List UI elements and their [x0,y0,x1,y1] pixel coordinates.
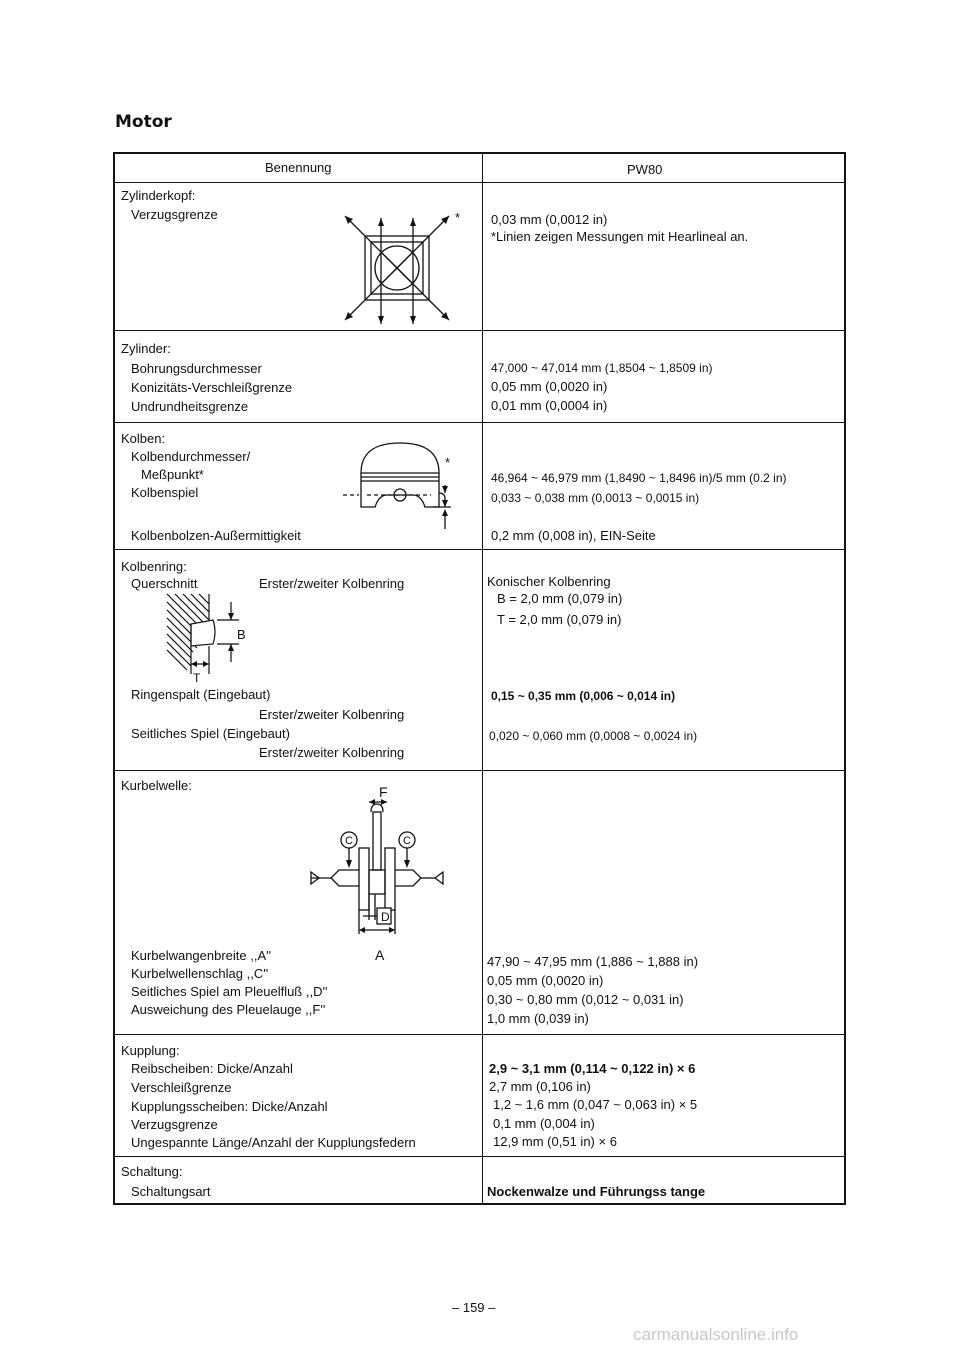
page-title: Motor [115,112,172,132]
zylinder-heading: Zylinder: [121,341,171,356]
row-divider [115,770,844,771]
kolben-item: Kolbenbolzen-Außermittigkeit [131,528,301,543]
spec-table [113,152,846,1205]
kolben-value: 0,2 mm (0,008 in), EIN-Seite [491,528,656,543]
kolben-item: Meßpunkt* [141,467,204,482]
kolbenring-seitliches-sub: Erster/zweiter Kolbenring [259,745,405,760]
zylinder-value: 47,000 ~ 47,014 mm (1,8504 ~ 1,8509 in) [491,361,713,375]
ring-label-t: T [193,671,201,685]
kolbenring-value: B = 2,0 mm (0,079 in) [497,591,623,606]
kolbenring-value: 0,15 ~ 0,35 mm (0,006 ~ 0,014 in) [491,689,676,703]
row-divider [115,549,844,550]
kurbelwelle-item: Kurbelwellenschlag ,,C'' [131,966,269,981]
kupplung-value: 0,1 mm (0,004 in) [493,1116,595,1131]
row-divider [115,1034,844,1035]
schaltung-item: Schaltungsart [131,1184,211,1199]
ring-label-b: B [237,627,246,642]
zylinder-item: Bohrungsdurchmesser [131,361,262,376]
zylinder-item: Konizitäts-Verschleißgrenze [131,380,293,395]
kolbenring-ringenspalt: Ringenspalt (Eingebaut) [131,687,271,702]
kolbenring-querschnitt: Querschnitt [131,576,198,591]
crank-label-c1: C [345,835,353,847]
piston-ring-diagram [165,594,245,679]
col1-header: Benennung [265,160,332,175]
row-divider [115,1156,844,1157]
schaltung-heading: Schaltung: [121,1164,183,1179]
kolben-value: 46,964 ~ 46,979 mm (1,8490 ~ 1,8496 in)/5 mm (0.2 in) [491,471,787,485]
crank-label-a: A [375,947,385,963]
kurbelwelle-value: 1,0 mm (0,039 in) [487,1011,589,1026]
crank-label-f: F [379,784,388,800]
crank-label-c2: C [403,835,411,847]
kolbenring-seitliches: Seitliches Spiel (Eingebaut) [131,726,290,741]
zylinderkopf-star: * [455,210,461,225]
zylinderkopf-heading: Zylinderkopf: [121,188,196,203]
kolben-star: * [445,455,451,470]
page-number: – 159 – [452,1300,496,1315]
kupplung-item: Ungespannte Länge/Anzahl der Kupplungsfedern [131,1135,416,1150]
kolben-item: Kolbenspiel [131,485,199,500]
kolbenring-ring-type: Erster/zweiter Kolbenring [259,576,405,591]
col2-header: PW80 [627,162,663,177]
crank-label-d: D [381,910,390,924]
kolbenring-value: T = 2,0 mm (0,079 in) [497,612,622,627]
cylinder-head-diagram [343,214,453,326]
schaltung-value: Nockenwalze und Führungss tange [487,1184,706,1199]
kupplung-item: Kupplungsscheiben: Dicke/Anzahl [131,1099,328,1114]
zylinderkopf-note: *Linien zeigen Messungen mit Hearlineal an. [491,229,749,244]
kolbenring-ringenspalt-sub: Erster/zweiter Kolbenring [259,707,405,722]
kurbelwelle-item: Ausweichung des Pleuelauge ,,F'' [131,1002,326,1017]
kolben-value: 0,033 ~ 0,038 mm (0,0013 ~ 0,0015 in) [491,491,700,505]
kolbenring-heading: Kolbenring: [121,559,187,574]
kupplung-heading: Kupplung: [121,1043,180,1058]
kurbelwelle-value: 0,30 ~ 0,80 mm (0,012 ~ 0,031 in) [487,992,684,1007]
kupplung-value: 12,9 mm (0,51 in) × 6 [493,1134,617,1149]
kupplung-item: Verschleißgrenze [131,1080,232,1095]
row-divider [115,422,844,423]
kurbelwelle-item: Seitliches Spiel am Pleuelfluß ,,D'' [131,984,328,999]
zylinderkopf-item: Verzugsgrenze [131,207,218,222]
zylinder-value: 0,05 mm (0,0020 in) [491,379,608,394]
kurbelwelle-value: 47,90 ~ 47,95 mm (1,886 ~ 1,888 in) [487,954,699,969]
crankshaft-diagram [305,774,475,958]
kurbelwelle-heading: Kurbelwelle: [121,778,192,793]
kupplung-value: 1,2 ~ 1,6 mm (0,047 ~ 0,063 in) × 5 [493,1097,698,1112]
kurbelwelle-value: 0,05 mm (0,0020 in) [487,973,604,988]
watermark: carmanualsonline.info [633,1325,799,1344]
zylinderkopf-value: 0,03 mm (0,0012 in) [491,212,608,227]
kupplung-value: 2,7 mm (0,106 in) [489,1079,591,1094]
column-divider [482,154,483,1203]
piston-diagram [343,437,453,533]
kupplung-item: Reibscheiben: Dicke/Anzahl [131,1061,293,1076]
kurbelwelle-item: Kurbelwangenbreite ,,A'' [131,948,272,963]
kupplung-value: 2,9 ~ 3,1 mm (0,114 ~ 0,122 in) × 6 [489,1061,696,1076]
zylinder-value: 0,01 mm (0,0004 in) [491,398,608,413]
kolben-heading: Kolben: [121,431,166,446]
row-divider [115,182,844,183]
kolbenring-value: 0,020 ~ 0,060 mm (0,0008 ~ 0,0024 in) [489,729,698,743]
row-divider [115,330,844,331]
kolben-item: Kolbendurchmesser/ [131,449,251,464]
kolbenring-value: Konischer Kolbenring [487,574,611,589]
kupplung-item: Verzugsgrenze [131,1117,218,1132]
zylinder-item: Undrundheitsgrenze [131,399,249,414]
